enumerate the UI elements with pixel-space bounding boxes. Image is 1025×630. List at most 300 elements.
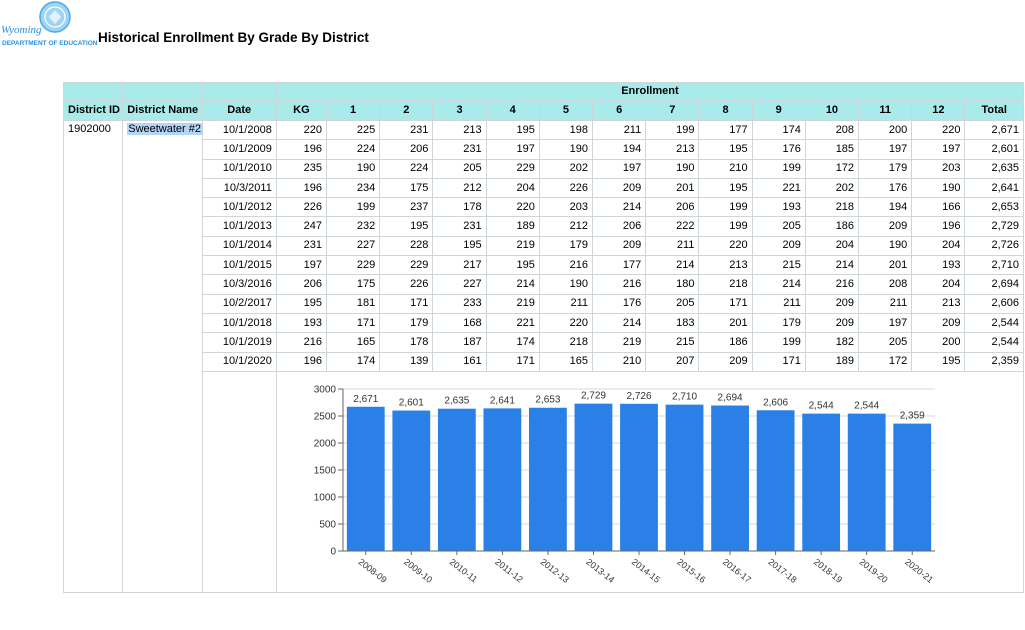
enrollment-cell: 214 <box>593 198 646 217</box>
total-cell: 2,359 <box>965 352 1024 371</box>
enrollment-cell: 177 <box>593 256 646 275</box>
enrollment-cell: 220 <box>539 313 592 332</box>
district-id-cell: 1902000 <box>64 121 123 140</box>
district-name-cell <box>123 256 202 275</box>
enrollment-cell: 213 <box>646 140 699 159</box>
bar[interactable] <box>620 404 658 551</box>
enrollment-cell: 183 <box>646 313 699 332</box>
enrollment-cell: 172 <box>805 159 858 178</box>
enrollment-cell: 208 <box>859 275 912 294</box>
district-id-cell <box>64 352 123 371</box>
enrollment-cell: 214 <box>752 275 805 294</box>
enrollment-cell: 199 <box>327 198 380 217</box>
total-cell: 2,710 <box>965 256 1024 275</box>
enrollment-cell: 205 <box>859 333 912 352</box>
enrollment-cell: 197 <box>859 140 912 159</box>
enrollment-cell: 213 <box>912 294 965 313</box>
enrollment-cell: 195 <box>433 236 486 255</box>
enrollment-cell: 199 <box>752 159 805 178</box>
total-cell: 2,694 <box>965 275 1024 294</box>
enrollment-cell: 235 <box>276 159 326 178</box>
enrollment-cell: 197 <box>859 313 912 332</box>
enrollment-cell: 202 <box>805 178 858 197</box>
x-category-label: 2019-20 <box>857 556 890 585</box>
x-category-label: 2016-17 <box>720 556 753 585</box>
enrollment-cell: 220 <box>912 121 965 140</box>
table-row <box>64 275 1024 294</box>
enrollment-cell: 194 <box>593 140 646 159</box>
enrollment-cell: 187 <box>433 333 486 352</box>
enrollment-cell: 206 <box>593 217 646 236</box>
col-header-grade-12[interactable]: 12 <box>912 101 965 121</box>
x-category-label: 2010-11 <box>447 556 480 585</box>
table-row <box>64 294 1024 313</box>
enrollment-cell: 168 <box>433 313 486 332</box>
x-category-label: 2012-13 <box>538 556 571 585</box>
date-cell: 10/1/2018 <box>202 313 276 332</box>
x-category-label: 2009-10 <box>401 556 435 585</box>
enrollment-cell: 199 <box>646 121 699 140</box>
enrollment-cell: 181 <box>327 294 380 313</box>
enrollment-cell: 197 <box>912 140 965 159</box>
bar[interactable] <box>392 410 430 550</box>
total-cell: 2,635 <box>965 159 1024 178</box>
total-cell: 2,653 <box>965 198 1024 217</box>
table-row <box>64 178 1024 197</box>
x-category-label: 2020-21 <box>902 556 936 585</box>
district-name-cell <box>123 159 202 178</box>
enrollment-cell: 166 <box>912 198 965 217</box>
date-cell: 10/1/2008 <box>202 121 276 140</box>
enrollment-cell: 196 <box>276 140 326 159</box>
x-category-label: 2013-14 <box>584 556 617 585</box>
enrollment-cell: 214 <box>805 256 858 275</box>
enrollment-cell: 221 <box>752 178 805 197</box>
enrollment-cell: 190 <box>539 140 592 159</box>
y-tick-label: 1000 <box>313 492 336 504</box>
enrollment-cell: 189 <box>486 217 539 236</box>
enrollment-cell: 182 <box>805 333 858 352</box>
bar[interactable] <box>574 403 612 550</box>
bar[interactable] <box>529 408 567 551</box>
chart-cell <box>276 371 1023 592</box>
district-name-cell <box>123 198 202 217</box>
enrollment-cell: 229 <box>486 159 539 178</box>
enrollment-cell: 195 <box>699 178 752 197</box>
col-header-grade-2[interactable]: 2 <box>380 101 433 121</box>
y-tick-label: 3000 <box>313 384 336 396</box>
enrollment-cell: 216 <box>539 256 592 275</box>
district-name-cell <box>123 352 202 371</box>
enrollment-cell: 220 <box>276 121 326 140</box>
enrollment-cell: 200 <box>912 333 965 352</box>
bar-value-label: 2,710 <box>671 391 697 403</box>
enrollment-cell: 201 <box>646 178 699 197</box>
enrollment-cell: 234 <box>327 178 380 197</box>
enrollment-cell: 207 <box>646 352 699 371</box>
bar-value-label: 2,729 <box>580 390 606 402</box>
bar[interactable] <box>711 405 749 550</box>
total-cell: 2,729 <box>965 217 1024 236</box>
enrollment-cell: 232 <box>327 217 380 236</box>
enrollment-cell: 209 <box>593 178 646 197</box>
enrollment-cell: 231 <box>433 217 486 236</box>
district-name-cell <box>123 178 202 197</box>
bar-value-label: 2,726 <box>626 390 652 402</box>
enrollment-cell: 224 <box>327 140 380 159</box>
enrollment-cell: 186 <box>805 217 858 236</box>
bar-value-label: 2,641 <box>489 395 515 407</box>
enrollment-cell: 219 <box>486 294 539 313</box>
enrollment-cell: 216 <box>805 275 858 294</box>
enrollment-cell: 205 <box>433 159 486 178</box>
district-id-cell <box>64 198 123 217</box>
enrollment-cell: 226 <box>276 198 326 217</box>
enrollment-cell: 225 <box>327 121 380 140</box>
bar[interactable] <box>848 413 886 550</box>
enrollment-cell: 218 <box>805 198 858 217</box>
enrollment-cell: 171 <box>752 352 805 371</box>
col-header-district-name[interactable]: District Name <box>123 101 202 121</box>
table-row <box>64 333 1024 352</box>
enrollment-cell: 179 <box>539 236 592 255</box>
enrollment-cell: 175 <box>327 275 380 294</box>
table-row <box>64 121 1024 140</box>
date-cell: 10/1/2012 <box>202 198 276 217</box>
enrollment-cell: 199 <box>699 198 752 217</box>
enrollment-cell: 165 <box>539 352 592 371</box>
district-name-selected-text[interactable]: Sweetwater #2 <box>128 123 201 135</box>
enrollment-cell: 213 <box>433 121 486 140</box>
header-spacer-id <box>64 83 123 101</box>
enrollment-cell: 197 <box>486 140 539 159</box>
enrollment-cell: 206 <box>276 275 326 294</box>
enrollment-cell: 212 <box>433 178 486 197</box>
district-id-cell <box>64 275 123 294</box>
col-header-grade-9[interactable]: 9 <box>752 101 805 121</box>
enrollment-cell: 209 <box>805 294 858 313</box>
enrollment-cell: 197 <box>276 256 326 275</box>
table-row <box>64 256 1024 275</box>
enrollment-cell: 211 <box>859 294 912 313</box>
enrollment-cell: 222 <box>646 217 699 236</box>
enrollment-cell: 179 <box>752 313 805 332</box>
enrollment-cell: 199 <box>699 217 752 236</box>
date-cell: 10/3/2011 <box>202 178 276 197</box>
enrollment-cell: 213 <box>699 256 752 275</box>
enrollment-cell: 216 <box>593 275 646 294</box>
col-header-grade-5[interactable]: 5 <box>539 101 592 121</box>
enrollment-cell: 190 <box>327 159 380 178</box>
col-header-grade-10[interactable]: 10 <box>805 101 858 121</box>
table-row <box>64 217 1024 236</box>
district-name-cell <box>123 313 202 332</box>
enrollment-cell: 195 <box>699 140 752 159</box>
district-name-cell <box>123 333 202 352</box>
col-header-grade-7[interactable]: 7 <box>646 101 699 121</box>
district-id-cell <box>64 178 123 197</box>
table-row <box>64 313 1024 332</box>
enrollment-cell: 194 <box>859 198 912 217</box>
bar[interactable] <box>347 407 385 551</box>
y-tick-label: 500 <box>319 519 336 531</box>
enrollment-cell: 211 <box>646 236 699 255</box>
enrollment-cell: 231 <box>433 140 486 159</box>
col-header-grade-4[interactable]: 4 <box>486 101 539 121</box>
date-cell: 10/1/2014 <box>202 236 276 255</box>
date-cell: 10/1/2013 <box>202 217 276 236</box>
enrollment-group-header: Enrollment <box>276 83 1023 101</box>
enrollment-cell: 171 <box>380 294 433 313</box>
enrollment-cell: 193 <box>276 313 326 332</box>
enrollment-cell: 139 <box>380 352 433 371</box>
enrollment-cell: 185 <box>805 140 858 159</box>
col-header-grade-6[interactable]: 6 <box>593 101 646 121</box>
enrollment-cell: 179 <box>380 313 433 332</box>
enrollment-cell: 178 <box>380 333 433 352</box>
bar-value-label: 2,671 <box>353 393 379 405</box>
enrollment-cell: 204 <box>912 275 965 294</box>
district-id-cell <box>64 333 123 352</box>
col-header-kg[interactable]: KG <box>276 101 326 121</box>
enrollment-cell: 186 <box>699 333 752 352</box>
enrollment-cell: 180 <box>646 275 699 294</box>
col-header-grade-3[interactable]: 3 <box>433 101 486 121</box>
enrollment-cell: 227 <box>327 236 380 255</box>
col-header-date[interactable]: Date <box>202 101 276 121</box>
enrollment-cell: 208 <box>805 121 858 140</box>
enrollment-cell: 226 <box>539 178 592 197</box>
bar[interactable] <box>893 423 931 550</box>
x-category-label: 2014-15 <box>629 556 662 585</box>
bar-value-label: 2,606 <box>762 397 788 409</box>
report-title: Historical Enrollment By Grade By District <box>98 30 369 45</box>
x-category-label: 2015-16 <box>675 556 708 585</box>
enrollment-cell: 204 <box>912 236 965 255</box>
enrollment-cell: 195 <box>486 121 539 140</box>
date-cell: 10/1/2015 <box>202 256 276 275</box>
enrollment-cell: 171 <box>327 313 380 332</box>
district-id-cell <box>64 217 123 236</box>
enrollment-cell: 231 <box>276 236 326 255</box>
enrollment-cell: 215 <box>646 333 699 352</box>
enrollment-cell: 233 <box>433 294 486 313</box>
x-category-label: 2008-09 <box>356 556 389 585</box>
bar-value-label: 2,601 <box>398 397 424 409</box>
table-row <box>64 352 1024 371</box>
y-tick-label: 0 <box>330 546 336 558</box>
enrollment-cell: 209 <box>699 352 752 371</box>
enrollment-cell: 201 <box>699 313 752 332</box>
enrollment-cell: 216 <box>276 333 326 352</box>
enrollment-cell: 229 <box>327 256 380 275</box>
enrollment-cell: 204 <box>805 236 858 255</box>
bar[interactable] <box>665 405 703 551</box>
header-spacer-date <box>202 83 276 101</box>
enrollment-cell: 165 <box>327 333 380 352</box>
total-cell: 2,641 <box>965 178 1024 197</box>
enrollment-cell: 205 <box>752 217 805 236</box>
enrollment-cell: 229 <box>380 256 433 275</box>
enrollment-cell: 195 <box>276 294 326 313</box>
y-tick-label: 2000 <box>313 438 336 450</box>
enrollment-cell: 201 <box>859 256 912 275</box>
enrollment-cell: 199 <box>752 333 805 352</box>
total-cell: 2,544 <box>965 313 1024 332</box>
x-category-label: 2017-18 <box>766 556 799 585</box>
date-cell: 10/1/2010 <box>202 159 276 178</box>
enrollment-cell: 204 <box>486 178 539 197</box>
enrollment-cell: 217 <box>433 256 486 275</box>
x-category-label: 2018-19 <box>811 556 844 585</box>
total-cell: 2,671 <box>965 121 1024 140</box>
col-header-grade-11[interactable]: 11 <box>859 101 912 121</box>
enrollment-cell: 226 <box>380 275 433 294</box>
enrollment-cell: 218 <box>539 333 592 352</box>
enrollment-cell: 200 <box>859 121 912 140</box>
district-name-cell <box>123 217 202 236</box>
enrollment-cell: 214 <box>486 275 539 294</box>
enrollment-cell: 190 <box>539 275 592 294</box>
date-cell: 10/3/2016 <box>202 275 276 294</box>
enrollment-cell: 237 <box>380 198 433 217</box>
x-category-label: 2011-12 <box>492 556 525 585</box>
district-name-cell <box>123 121 202 140</box>
enrollment-cell: 176 <box>859 178 912 197</box>
enrollment-cell: 190 <box>859 236 912 255</box>
enrollment-cell: 228 <box>380 236 433 255</box>
enrollment-cell: 172 <box>859 352 912 371</box>
svg-text:DEPARTMENT OF EDUCATION: DEPARTMENT OF EDUCATION <box>2 40 98 47</box>
district-id-cell <box>64 294 123 313</box>
enrollment-cell: 231 <box>380 121 433 140</box>
enrollment-cell: 212 <box>539 217 592 236</box>
enrollment-cell: 219 <box>593 333 646 352</box>
enrollment-cell: 195 <box>912 352 965 371</box>
enrollment-cell: 161 <box>433 352 486 371</box>
chart-row <box>64 371 1024 592</box>
enrollment-cell: 220 <box>699 236 752 255</box>
date-cell: 10/1/2009 <box>202 140 276 159</box>
enrollment-cell: 174 <box>327 352 380 371</box>
col-header-grade-8[interactable]: 8 <box>699 101 752 121</box>
total-cell: 2,606 <box>965 294 1024 313</box>
y-tick-label: 1500 <box>313 465 336 477</box>
enrollment-cell: 219 <box>486 236 539 255</box>
enrollment-cell: 195 <box>486 256 539 275</box>
enrollment-cell: 205 <box>646 294 699 313</box>
district-id-cell <box>64 313 123 332</box>
chart-row-spacer <box>64 371 123 592</box>
bar-value-label: 2,359 <box>899 410 925 422</box>
table-row <box>64 198 1024 217</box>
enrollment-cell: 211 <box>539 294 592 313</box>
total-cell: 2,601 <box>965 140 1024 159</box>
district-id-cell <box>64 159 123 178</box>
col-header-district-id[interactable]: District ID <box>64 101 123 121</box>
enrollment-cell: 206 <box>646 198 699 217</box>
district-name-cell <box>123 294 202 313</box>
total-cell: 2,726 <box>965 236 1024 255</box>
district-id-cell <box>64 140 123 159</box>
enrollment-cell: 190 <box>646 159 699 178</box>
col-header-total[interactable]: Total <box>965 101 1024 121</box>
enrollment-cell: 179 <box>859 159 912 178</box>
enrollment-cell: 176 <box>752 140 805 159</box>
total-cell: 2,544 <box>965 333 1024 352</box>
enrollment-table-body <box>64 121 1024 593</box>
enrollment-cell: 193 <box>912 256 965 275</box>
date-cell: 10/1/2019 <box>202 333 276 352</box>
enrollment-cell: 209 <box>912 313 965 332</box>
chart-row-spacer <box>202 371 276 592</box>
enrollment-cell: 195 <box>380 217 433 236</box>
header-spacer-name <box>123 83 202 101</box>
enrollment-cell: 178 <box>433 198 486 217</box>
table-row <box>64 236 1024 255</box>
enrollment-cell: 196 <box>276 352 326 371</box>
enrollment-cell: 176 <box>593 294 646 313</box>
table-row <box>64 140 1024 159</box>
enrollment-cell: 175 <box>380 178 433 197</box>
bar-value-label: 2,653 <box>535 394 561 406</box>
district-name-cell <box>123 236 202 255</box>
enrollment-cell: 209 <box>859 217 912 236</box>
enrollment-cell: 193 <box>752 198 805 217</box>
enrollment-cell: 210 <box>593 352 646 371</box>
enrollment-cell: 174 <box>752 121 805 140</box>
enrollment-cell: 174 <box>486 333 539 352</box>
bar-value-label: 2,694 <box>717 392 743 404</box>
bar[interactable] <box>438 409 476 551</box>
enrollment-cell: 198 <box>539 121 592 140</box>
bar-value-label: 2,544 <box>808 400 834 412</box>
svg-text:Wyoming: Wyoming <box>1 24 42 36</box>
chart-row-spacer <box>123 371 202 592</box>
bar-value-label: 2,544 <box>854 400 880 412</box>
enrollment-cell: 177 <box>699 121 752 140</box>
enrollment-cell: 203 <box>539 198 592 217</box>
enrollment-cell: 197 <box>593 159 646 178</box>
enrollment-cell: 171 <box>486 352 539 371</box>
enrollment-cell: 224 <box>380 159 433 178</box>
bar-value-label: 2,635 <box>444 395 470 407</box>
enrollment-cell: 171 <box>699 294 752 313</box>
enrollment-cell: 209 <box>805 313 858 332</box>
col-header-grade-1[interactable]: 1 <box>327 101 380 121</box>
bar[interactable] <box>483 408 521 551</box>
enrollment-cell: 202 <box>539 159 592 178</box>
district-id-cell <box>64 236 123 255</box>
enrollment-cell: 221 <box>486 313 539 332</box>
enrollment-cell: 189 <box>805 352 858 371</box>
date-cell: 10/1/2020 <box>202 352 276 371</box>
y-tick-label: 2500 <box>313 411 336 423</box>
bar[interactable] <box>802 413 840 550</box>
enrollment-cell: 218 <box>699 275 752 294</box>
department-of-education-logo <box>0 0 98 48</box>
enrollment-table <box>63 82 1024 593</box>
enrollment-cell: 211 <box>752 294 805 313</box>
enrollment-cell: 206 <box>380 140 433 159</box>
enrollment-cell: 190 <box>912 178 965 197</box>
bar[interactable] <box>757 410 795 551</box>
enrollment-cell: 209 <box>593 236 646 255</box>
enrollment-cell: 196 <box>276 178 326 197</box>
enrollment-cell: 220 <box>486 198 539 217</box>
enrollment-cell: 214 <box>646 256 699 275</box>
enrollment-cell: 209 <box>752 236 805 255</box>
